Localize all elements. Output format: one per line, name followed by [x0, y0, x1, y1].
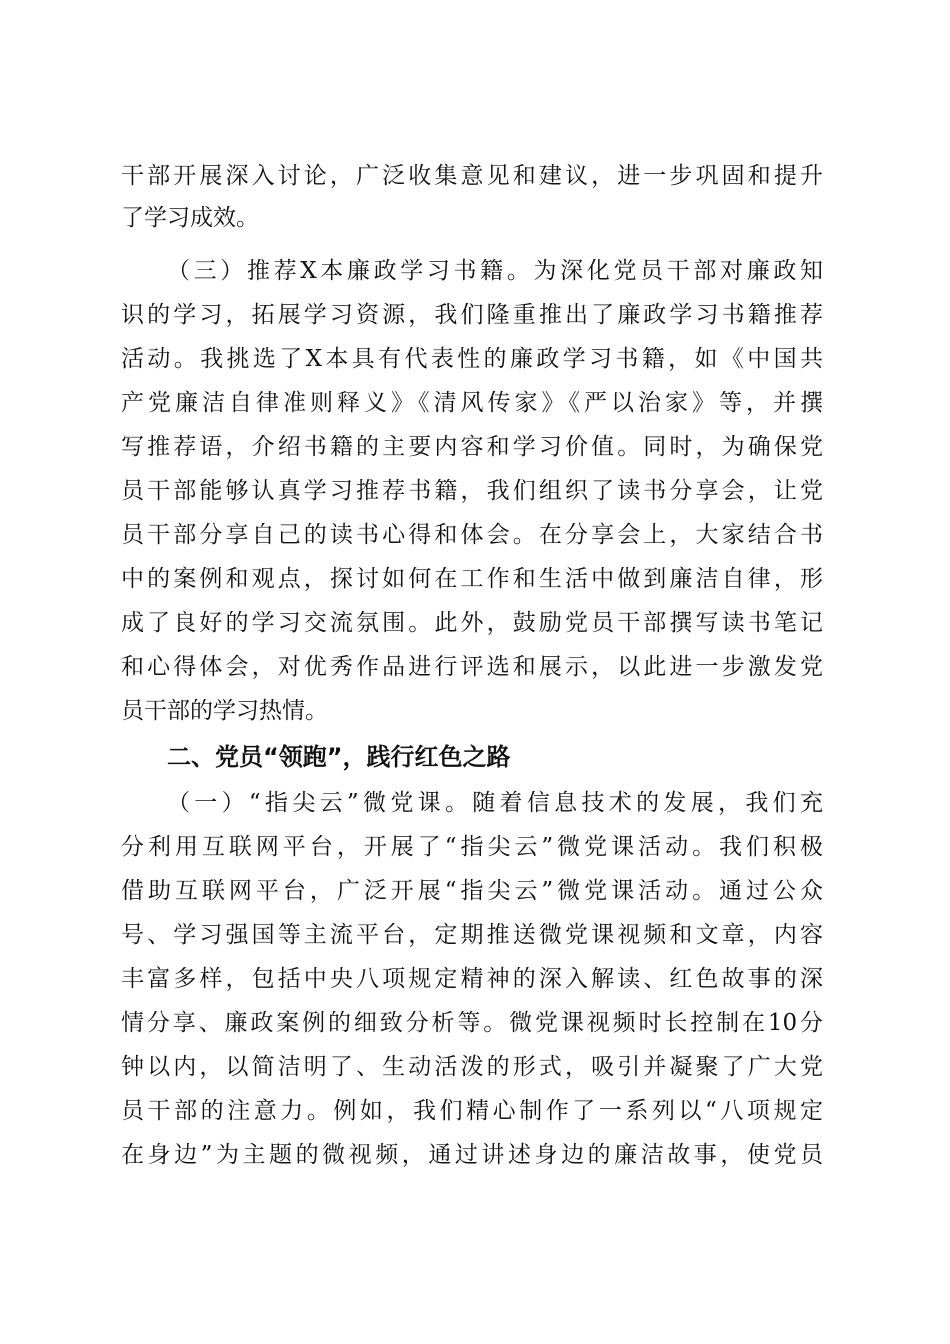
paragraph-line: 丰富多样，包括中央八项规定精神的深入解读、红色故事的深 [121, 966, 823, 992]
paragraph-line: 员干部的注意力。例如，我们精心制作了一系列以“八项规定 [121, 1098, 823, 1124]
paragraph-line: 中的案例和观点，探讨如何在工作和生活中做到廉洁自律，形 [121, 566, 823, 592]
paragraph-line: 钟以内，以简洁明了、生动活泼的形式，吸引并凝聚了广大党 [121, 1054, 823, 1080]
paragraph-line: 干部开展深入讨论，广泛收集意见和建议，进一步巩固和提升 [121, 163, 823, 189]
paragraph-line: 和心得体会，对优秀作品进行评选和展示，以此进一步激发党 [121, 654, 823, 680]
paragraph-line: 员干部的学习热情。 [121, 698, 328, 724]
paragraph-line: 情分享、廉政案例的细致分析等。微党课视频时长控制在10分 [121, 1010, 823, 1036]
paragraph-line: 借助互联网平台，广泛开展“指尖云”微党课活动。通过公众 [121, 878, 823, 904]
paragraph-line: 成了良好的学习交流氛围。此外，鼓励党员干部撰写读书笔记 [121, 610, 823, 636]
paragraph-line: 了学习成效。 [121, 205, 259, 231]
paragraph-line: 员干部能够认真学习推荐书籍，我们组织了读书分享会，让党 [121, 478, 823, 504]
section-heading-2: 二、党员“领跑”，践行红色之路 [167, 743, 511, 771]
paragraph-line: 号、学习强国等主流平台，定期推送微党课视频和文章，内容 [121, 922, 823, 948]
paragraph-line: 员干部分享自己的读书心得和体会。在分享会上，大家结合书 [121, 522, 823, 548]
paragraph-line: 活动。我挑选了X本具有代表性的廉政学习书籍，如《中国共 [121, 346, 823, 372]
paragraph-line: 识的学习，拓展学习资源，我们隆重推出了廉政学习书籍推荐 [121, 302, 823, 328]
paragraph-line: 分利用互联网平台，开展了“指尖云”微党课活动。我们积极 [121, 834, 823, 860]
subsection-heading-1: （一）“指尖云”微党课。随着信息技术的发展，我们充 [167, 790, 823, 816]
paragraph-line: 写推荐语，介绍书籍的主要内容和学习价值。同时，为确保党 [121, 434, 823, 460]
subsection-heading-3: （三）推荐X本廉政学习书籍。为深化党员干部对廉政知 [167, 258, 823, 284]
paragraph-line: 产党廉洁自律准则释义》《清风传家》《严以治家》等，并撰 [121, 390, 823, 416]
paragraph-line: 在身边”为主题的微视频，通过讲述身边的廉洁故事，使党员 [121, 1142, 823, 1168]
